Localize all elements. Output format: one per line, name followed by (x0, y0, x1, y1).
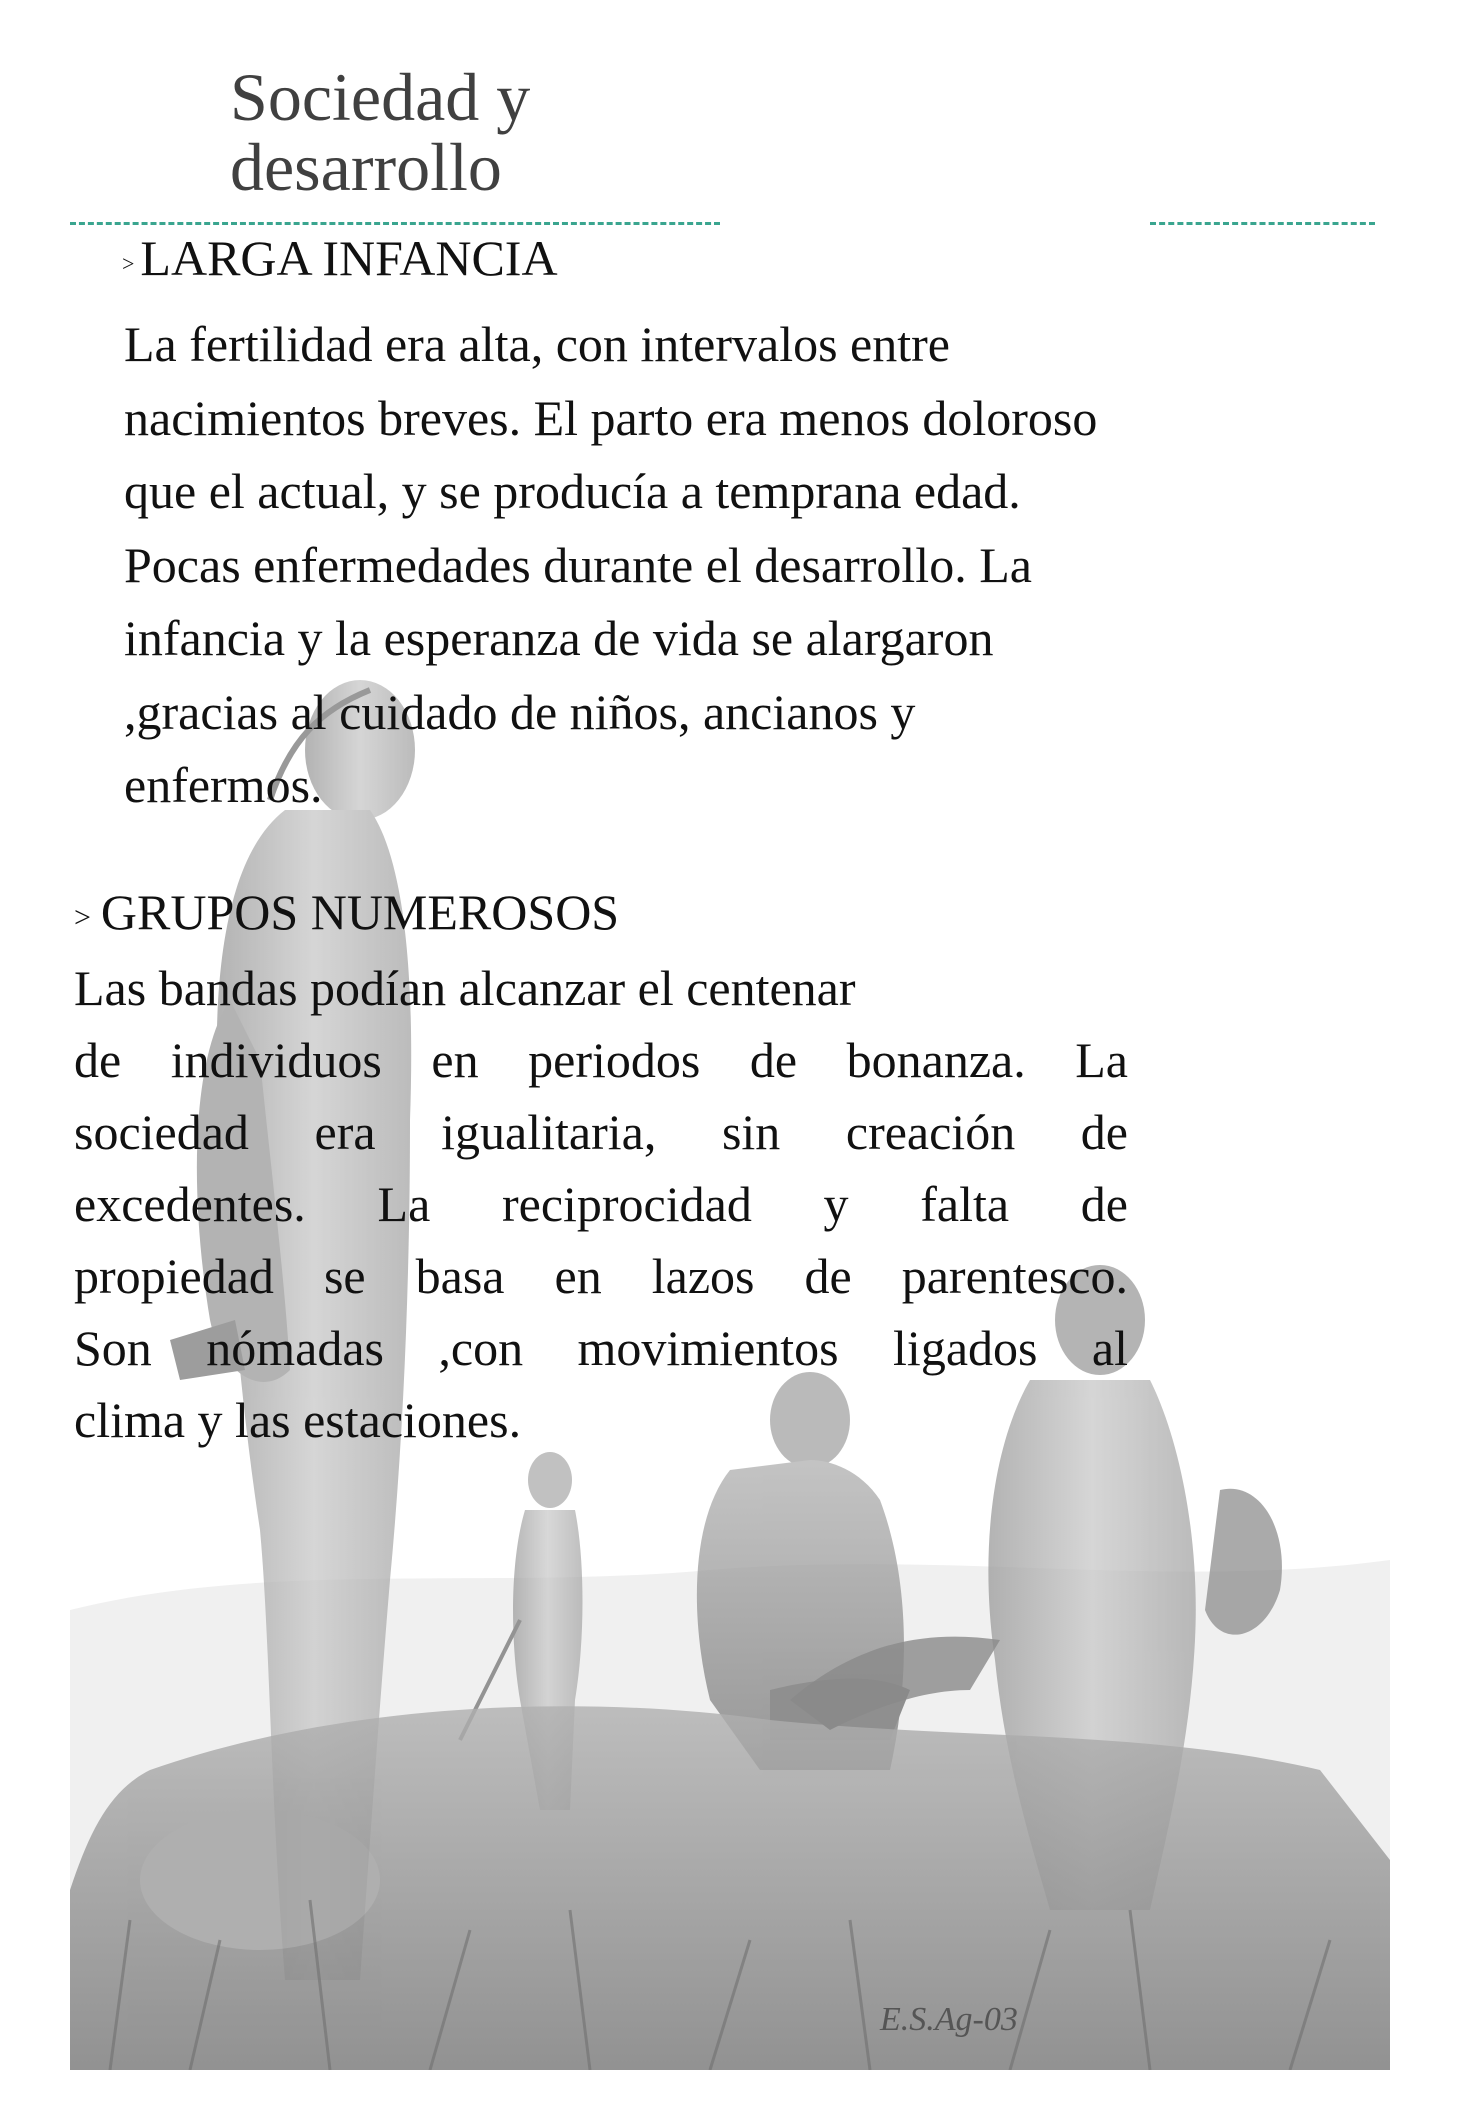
section1-line: Pocas enfermedades durante el desarrollo. La (124, 536, 1032, 593)
section2-line: clima y las estaciones. (74, 1392, 522, 1448)
section2-line: propiedad se basa en lazos de parentesco. (74, 1248, 1128, 1304)
title-line-2: desarrollo (230, 129, 502, 205)
section1-line: enfermos. (124, 757, 323, 813)
page-title (230, 59, 531, 205)
section2-bullet: > (74, 900, 91, 934)
section2-line: Las bandas podían alcanzar el centenar (74, 960, 856, 1016)
section2-line: Son nómadas ,con movimientos ligados al (74, 1320, 1128, 1376)
section2-line: de individuos en periodos de bonanza. La (74, 1032, 1128, 1088)
section2-line: excedentes. La reciprocidad y falta de (74, 1176, 1128, 1232)
section1-line: ,gracias al cuidado de niños, ancianos y (124, 683, 916, 740)
title-divider-left (70, 222, 720, 225)
section1-paragraph (124, 308, 1324, 823)
artist-signature: E.S.Ag-03 (880, 2001, 1018, 2038)
section1-heading-text: LARGA INFANCIA (140, 230, 558, 286)
section1-line: que el actual, y se producía a temprana edad. (124, 463, 1021, 519)
section2-line: sociedad era igualitaria, sin creación de (74, 1104, 1128, 1160)
section2-heading-text: GRUPOS NUMEROSOS (100, 884, 620, 940)
section1-line: infancia y la esperanza de vida se alargaron (124, 610, 994, 666)
title-line-1: Sociedad y (230, 59, 531, 135)
section1-line: nacimientos breves. El parto era menos doloroso (124, 389, 1098, 446)
section2-heading (74, 880, 619, 950)
section1-bullet: > (122, 250, 135, 276)
section1-line: La fertilidad era alta, con intervalos entre (124, 316, 950, 372)
title-divider-right (1150, 222, 1375, 225)
section2-paragraph (74, 952, 1128, 1456)
section1-heading (122, 228, 558, 294)
